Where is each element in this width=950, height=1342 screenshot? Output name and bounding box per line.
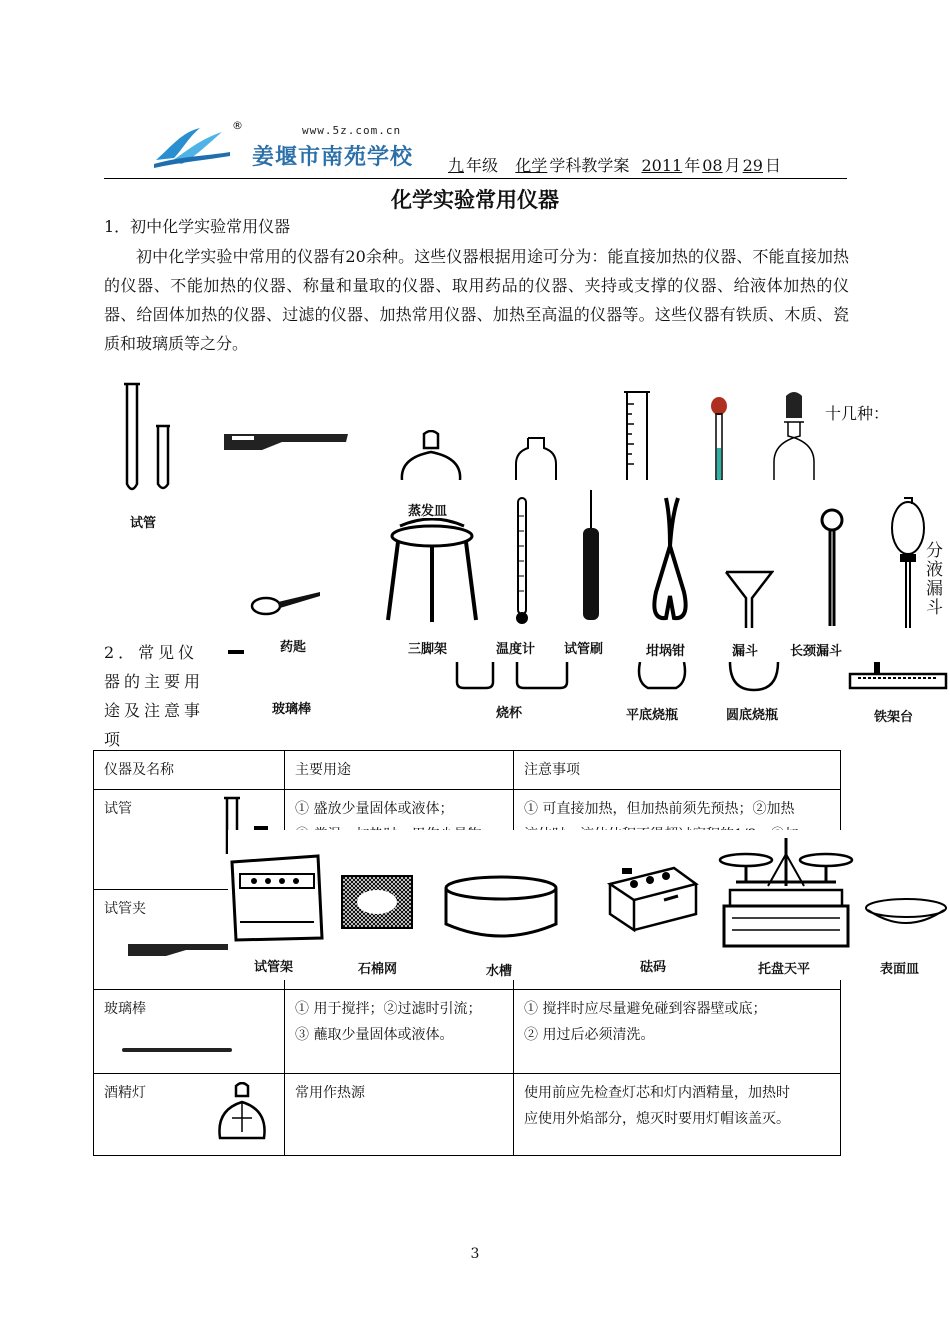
label-asbestos-net: 石棉网 bbox=[358, 962, 398, 977]
cell-note bbox=[514, 990, 841, 1074]
school-name: 姜堰市南苑学校 bbox=[252, 145, 414, 170]
spoon-icon bbox=[250, 588, 322, 618]
label-water-trough: 水槽 bbox=[486, 964, 513, 979]
page-title: 化学实验常用仪器 bbox=[391, 188, 559, 212]
header-rule bbox=[104, 178, 847, 179]
table-alcohol-lamp-icon bbox=[214, 1082, 270, 1140]
label-balance: 托盘天平 bbox=[758, 962, 811, 977]
header-name: 仪器及名称 bbox=[94, 751, 285, 790]
day: 29 bbox=[742, 156, 763, 175]
tube-rack-icon bbox=[228, 852, 326, 944]
label-tube-rack: 试管架 bbox=[254, 960, 294, 975]
test-tube-icon bbox=[118, 380, 180, 500]
thermometer-icon bbox=[514, 496, 530, 626]
grade-suffix: 年级 bbox=[466, 156, 499, 175]
page-number: 3 bbox=[470, 1246, 480, 1262]
label-funnel: 漏斗 bbox=[732, 644, 759, 659]
label-thermometer: 温度计 bbox=[496, 642, 536, 657]
month: 08 bbox=[702, 156, 723, 175]
cell-use bbox=[285, 990, 514, 1074]
school-logo-icon bbox=[152, 122, 232, 168]
long-neck-funnel-icon bbox=[818, 506, 846, 626]
iron-stand-icon bbox=[848, 660, 948, 692]
registered-mark: ® bbox=[232, 119, 243, 132]
section1-heading: 1．初中化学实验常用仪器 bbox=[104, 217, 291, 236]
round-flask-icon bbox=[726, 662, 782, 692]
cell-note bbox=[514, 1074, 841, 1156]
table-row bbox=[94, 990, 841, 1074]
overflow-text: 十几种： bbox=[825, 404, 890, 423]
test-tube-clamp-icon bbox=[222, 424, 352, 454]
doc-type: 学科教学案 bbox=[549, 156, 630, 175]
note-line-1: ① 搅拌时应尽量避免碰到容器壁或底； bbox=[524, 1001, 767, 1017]
subject: 化学 bbox=[515, 156, 548, 175]
note-line-1: 使用前应先检查灯芯和灯内酒精量，加热时 bbox=[524, 1085, 790, 1101]
dropper-icon bbox=[706, 396, 732, 480]
header-note: 注意事项 bbox=[514, 751, 841, 790]
dash-mark-icon bbox=[228, 648, 246, 656]
watch-glass-icon bbox=[864, 896, 948, 928]
balance-icon bbox=[716, 834, 856, 950]
cell-name bbox=[94, 990, 285, 1074]
row-name-test-tube: 试管 bbox=[104, 801, 132, 817]
label-long-funnel: 长颈漏斗 bbox=[790, 644, 843, 659]
tube-brush-icon bbox=[580, 488, 602, 624]
label-glass-rod: 玻璃棒 bbox=[272, 702, 312, 717]
row-name-glass-rod: 玻璃棒 bbox=[104, 1001, 146, 1017]
use-line-1: 常用作热源 bbox=[295, 1085, 365, 1101]
beaker-small-icon bbox=[454, 662, 496, 690]
year-unit: 年 bbox=[684, 156, 701, 175]
label-weights: 砝码 bbox=[640, 960, 667, 975]
label-test-tube: 试管 bbox=[130, 516, 157, 531]
label-flat-flask: 平底烧瓶 bbox=[626, 708, 679, 723]
cell-use bbox=[285, 1074, 514, 1156]
funnel-icon bbox=[724, 568, 774, 628]
section2-heading: 2．常见仪器的主要用途及注意事项 bbox=[104, 643, 205, 749]
row-name-clamp: 试管夹 bbox=[104, 901, 146, 917]
section1-paragraph: 初中化学实验中常用的仪器有20余种。这些仪器根据用途可分为：能直接加热的仪器、不能直接加热的仪器、不能加热的仪器、称量和量取的仪器、取用药品的仪器、夹持或支撑的仪器、给液体加热的仪器、给固体加热的仪器、过滤的仪器、加热常用仪器、加热至高温的仪器等。这些仪器有铁质、木质、瓷质和玻璃质等之分。 bbox=[104, 247, 849, 353]
alcohol-lamp-top-icon bbox=[396, 430, 466, 480]
day-unit: 日 bbox=[764, 156, 781, 175]
tripod-icon bbox=[384, 518, 480, 622]
flat-flask-icon bbox=[636, 662, 688, 692]
asbestos-net-icon bbox=[340, 874, 414, 930]
label-spoon: 药匙 bbox=[280, 640, 307, 655]
use-line-1: ① 用于搅拌；②过滤时引流； bbox=[295, 1001, 482, 1017]
use-line-1: ① 盛放少量固体或液体； bbox=[295, 801, 454, 817]
label-tube-brush: 试管刷 bbox=[564, 642, 604, 657]
note-line-2: 应使用外焰部分，熄灭时要用灯帽该盖灭。 bbox=[524, 1111, 790, 1127]
month-unit: 月 bbox=[724, 156, 741, 175]
reagent-bottle-icon bbox=[512, 436, 560, 480]
beaker-large-icon bbox=[514, 662, 570, 690]
separatory-funnel-icon bbox=[886, 494, 930, 628]
year: 2011 bbox=[641, 156, 683, 175]
row-name-alcohol-lamp: 酒精灯 bbox=[104, 1085, 146, 1101]
label-crucible-tongs: 坩埚钳 bbox=[646, 644, 686, 659]
table-header-row bbox=[94, 751, 841, 790]
table-glass-rod-icon bbox=[122, 1046, 234, 1054]
table-row bbox=[94, 1074, 841, 1156]
water-trough-icon bbox=[442, 874, 560, 942]
label-tripod: 三脚架 bbox=[408, 642, 448, 657]
label-beaker: 烧杯 bbox=[496, 706, 523, 721]
header-meta bbox=[446, 153, 781, 176]
label-iron-stand: 铁架台 bbox=[874, 710, 914, 725]
header-use: 主要用途 bbox=[285, 751, 514, 790]
label-watch-glass: 表面皿 bbox=[880, 962, 920, 977]
grade: 九 bbox=[448, 156, 465, 175]
crucible-tongs-icon bbox=[646, 496, 694, 626]
label-separatory-funnel: 分液漏斗 bbox=[926, 541, 943, 618]
label-evaporating-dish: 蒸发皿 bbox=[408, 504, 448, 519]
logo-url: www.5z.com.cn bbox=[302, 124, 402, 137]
note-line-1: ① 可直接加热，但加热前须先预热；②加热 bbox=[524, 801, 795, 817]
weights-box-icon bbox=[604, 864, 700, 934]
use-line-2: ③ 蘸取少量固体或液体。 bbox=[295, 1027, 454, 1043]
dropping-bottle-icon bbox=[766, 392, 822, 480]
label-round-flask: 圆底烧瓶 bbox=[726, 708, 779, 723]
graduated-cylinder-icon bbox=[620, 390, 654, 480]
note-line-2: ② 用过后必须清洗。 bbox=[524, 1027, 655, 1043]
